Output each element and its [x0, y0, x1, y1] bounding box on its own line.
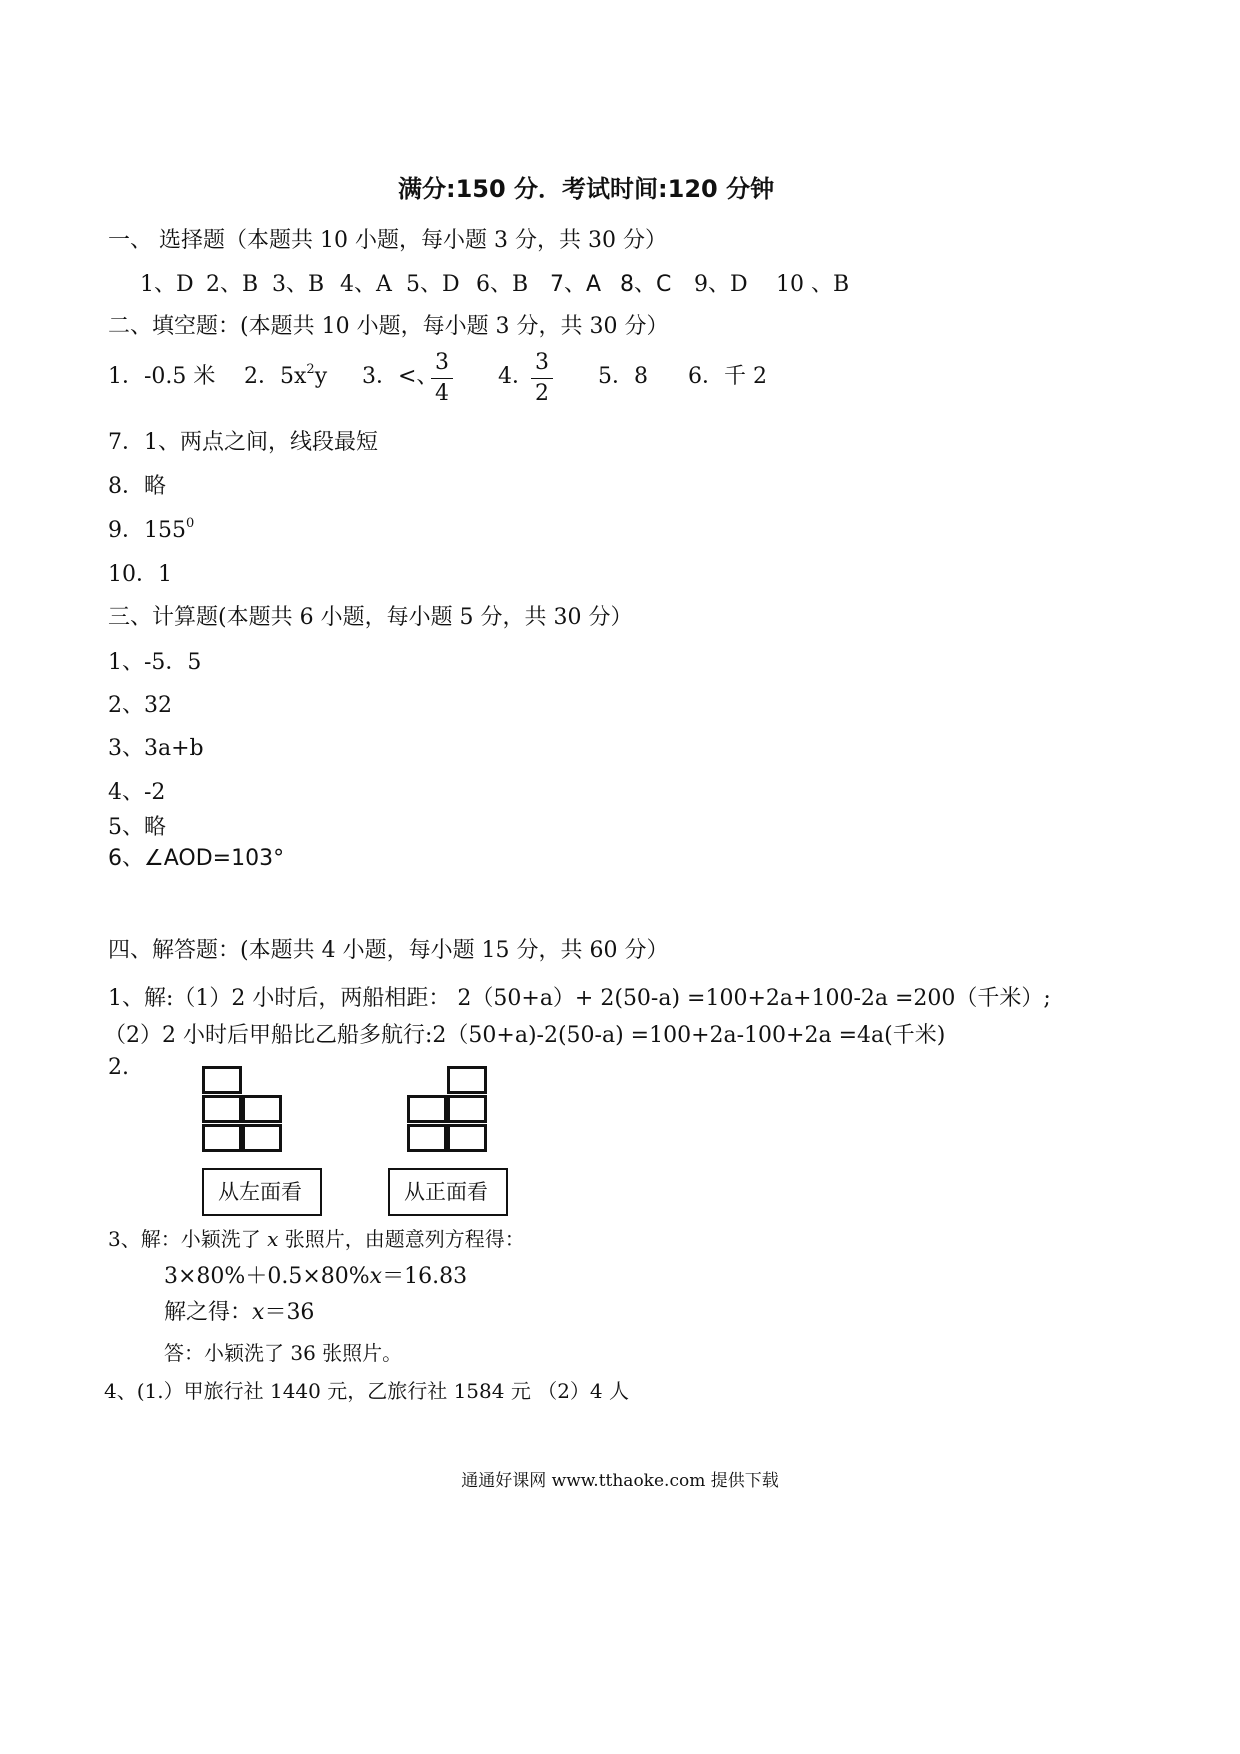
solution-3-line-1: 3、解：小颖洗了 x 张照片，由题意列方程得： — [108, 1227, 525, 1251]
choice-answer: 2、B — [206, 272, 259, 297]
choice-answer: 1、D — [140, 272, 194, 297]
fraction-3-4: 3 4 — [428, 350, 456, 407]
solution-2-label: 2. — [108, 1055, 129, 1080]
front-view-caption: 从正面看 — [388, 1168, 508, 1216]
fill-answer-6: 6．千 2 — [688, 364, 767, 389]
fill-answer-3: 3．<、 — [362, 364, 439, 389]
choice-answers — [0, 272, 1240, 298]
choice-answer: 8、C — [620, 272, 672, 297]
solution-4: 4、(1.）甲旅行社 1440 元，乙旅行社 1584 元 （2）4 人 — [104, 1379, 629, 1403]
fill-answer-2: 2．$5x^2y$ — [244, 361, 328, 389]
page-title: 满分:150 分．考试时间:120 分钟 — [398, 175, 775, 203]
solution-1-line-2: （2）2 小时后甲船比乙船多航行:2（50+a)-2(50-a) =100+2a-100+2a =4a(千米) — [104, 1023, 946, 1048]
choice-answer: 10 、B — [776, 272, 850, 297]
front-view-grid — [407, 1066, 491, 1156]
solution-3-answer: 答：小颖洗了 36 张照片。 — [164, 1341, 403, 1365]
fill-answer-4: 4． — [498, 364, 534, 389]
page-footer: 通通好课网 www.tthaoke.com 提供下载 — [461, 1471, 779, 1491]
section-3-heading: 三、计算题(本题共 6 小题，每小题 5 分，共 30 分） — [108, 605, 633, 630]
solution-1-line-1: 1、解:（1）2 小时后，两船相距： 2（50+a）+ 2(50-a) =100+2a+100-2a =200（千米）; — [108, 986, 1051, 1011]
choice-answer: 4、A — [340, 272, 392, 297]
calc-answer-2: 2、32 — [108, 693, 172, 718]
section-2-heading: 二、填空题：(本题共 10 小题，每小题 3 分，共 30 分） — [108, 314, 669, 339]
section-1-heading: 一、 选择题（本题共 10 小题，每小题 3 分，共 30 分） — [108, 228, 667, 253]
section-4-heading: 四、解答题：(本题共 4 小题，每小题 15 分，共 60 分） — [108, 938, 669, 963]
solution-3-equation: 3×80%＋0.5×80%x＝16.83 — [164, 1264, 468, 1289]
left-view-caption: 从左面看 — [202, 1168, 322, 1216]
solution-3-result: 解之得：x＝36 — [164, 1300, 315, 1325]
calc-answer-1: 1、-5．5 — [108, 650, 202, 675]
fill-answer-8: 8．略 — [108, 474, 166, 499]
choice-answer: 7、A — [550, 272, 602, 297]
calc-answer-3: 3、3a+b — [108, 736, 204, 761]
fill-answer-5: 5．8 — [598, 364, 648, 389]
fill-answer-9: 9．$155^0$ — [108, 515, 195, 543]
fraction-3-2: 3 2 — [528, 350, 556, 407]
calc-answer-6: 6、∠AOD=103° — [108, 846, 285, 871]
calc-answer-4: 4、-2 — [108, 780, 166, 805]
fill-answer-10: 10．1 — [108, 562, 172, 587]
calc-answer-5: 5、略 — [108, 815, 166, 840]
choice-answer: 6、B — [476, 272, 529, 297]
choice-answer: 3、B — [272, 272, 325, 297]
fill-answer-7: 7．1、两点之间，线段最短 — [108, 430, 378, 455]
choice-answer: 9、D — [694, 272, 748, 297]
left-view-grid — [202, 1066, 286, 1156]
fill-answer-1: 1．-0.5 米 — [108, 364, 216, 389]
choice-answer: 5、D — [406, 272, 460, 297]
